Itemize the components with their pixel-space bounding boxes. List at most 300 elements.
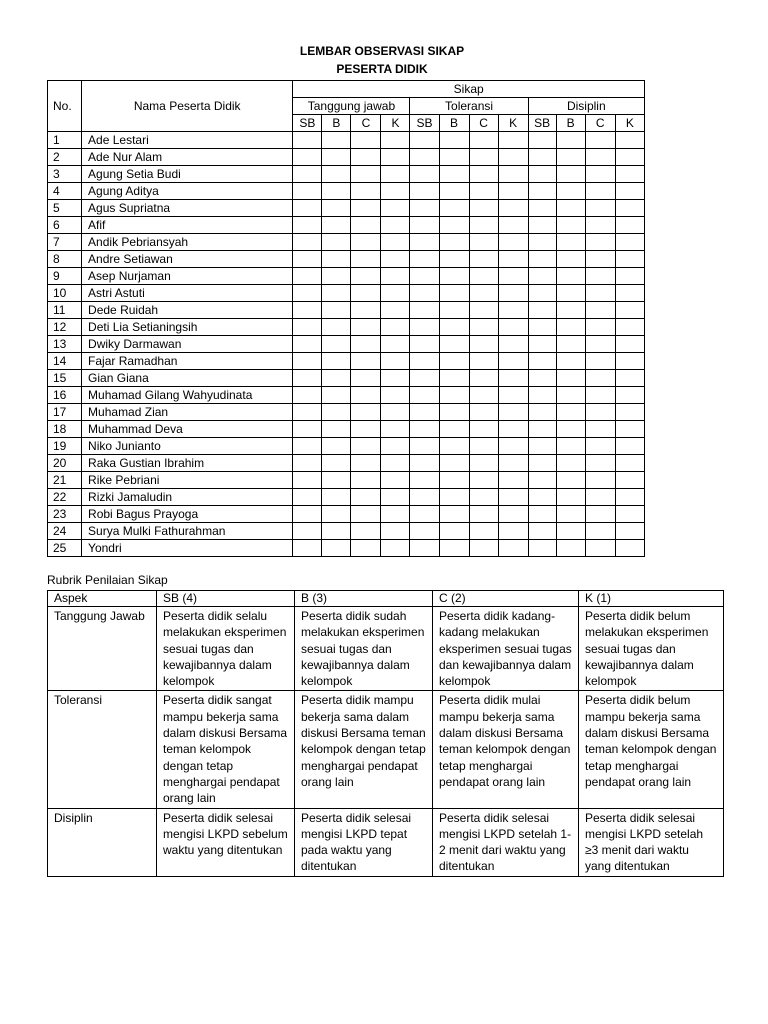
score-cell[interactable] bbox=[351, 183, 381, 200]
score-cell[interactable] bbox=[351, 319, 381, 336]
score-cell[interactable] bbox=[439, 472, 469, 489]
score-cell[interactable] bbox=[439, 387, 469, 404]
score-cell[interactable] bbox=[293, 489, 322, 506]
score-cell[interactable] bbox=[556, 268, 585, 285]
score-cell[interactable] bbox=[615, 455, 644, 472]
score-cell[interactable] bbox=[410, 421, 439, 438]
score-cell[interactable] bbox=[351, 166, 381, 183]
score-cell[interactable] bbox=[351, 506, 381, 523]
score-cell[interactable] bbox=[556, 506, 585, 523]
score-cell[interactable] bbox=[351, 540, 381, 557]
score-cell[interactable] bbox=[528, 234, 556, 251]
score-cell[interactable] bbox=[293, 438, 322, 455]
score-cell[interactable] bbox=[439, 251, 469, 268]
score-cell[interactable] bbox=[410, 251, 439, 268]
score-cell[interactable] bbox=[381, 285, 410, 302]
score-cell[interactable] bbox=[615, 251, 644, 268]
score-cell[interactable] bbox=[615, 217, 644, 234]
score-cell[interactable] bbox=[439, 302, 469, 319]
score-cell[interactable] bbox=[469, 472, 498, 489]
score-cell[interactable] bbox=[469, 234, 498, 251]
score-cell[interactable] bbox=[585, 353, 615, 370]
score-cell[interactable] bbox=[322, 540, 351, 557]
score-cell[interactable] bbox=[351, 336, 381, 353]
score-cell[interactable] bbox=[351, 489, 381, 506]
score-cell[interactable] bbox=[381, 421, 410, 438]
score-cell[interactable] bbox=[381, 540, 410, 557]
score-cell[interactable] bbox=[410, 234, 439, 251]
score-cell[interactable] bbox=[381, 489, 410, 506]
score-cell[interactable] bbox=[528, 421, 556, 438]
score-cell[interactable] bbox=[615, 132, 644, 149]
score-cell[interactable] bbox=[293, 200, 322, 217]
score-cell[interactable] bbox=[439, 268, 469, 285]
score-cell[interactable] bbox=[498, 472, 528, 489]
score-cell[interactable] bbox=[381, 319, 410, 336]
score-cell[interactable] bbox=[498, 132, 528, 149]
score-cell[interactable] bbox=[293, 404, 322, 421]
score-cell[interactable] bbox=[410, 438, 439, 455]
score-cell[interactable] bbox=[322, 234, 351, 251]
score-cell[interactable] bbox=[469, 421, 498, 438]
score-cell[interactable] bbox=[498, 353, 528, 370]
score-cell[interactable] bbox=[585, 183, 615, 200]
score-cell[interactable] bbox=[528, 506, 556, 523]
score-cell[interactable] bbox=[439, 421, 469, 438]
score-cell[interactable] bbox=[528, 455, 556, 472]
score-cell[interactable] bbox=[528, 370, 556, 387]
score-cell[interactable] bbox=[410, 268, 439, 285]
score-cell[interactable] bbox=[322, 421, 351, 438]
score-cell[interactable] bbox=[615, 268, 644, 285]
score-cell[interactable] bbox=[351, 268, 381, 285]
score-cell[interactable] bbox=[293, 302, 322, 319]
score-cell[interactable] bbox=[410, 523, 439, 540]
score-cell[interactable] bbox=[556, 438, 585, 455]
score-cell[interactable] bbox=[585, 217, 615, 234]
score-cell[interactable] bbox=[381, 387, 410, 404]
score-cell[interactable] bbox=[585, 370, 615, 387]
score-cell[interactable] bbox=[439, 183, 469, 200]
score-cell[interactable] bbox=[322, 523, 351, 540]
score-cell[interactable] bbox=[615, 353, 644, 370]
score-cell[interactable] bbox=[439, 506, 469, 523]
score-cell[interactable] bbox=[293, 234, 322, 251]
score-cell[interactable] bbox=[410, 489, 439, 506]
score-cell[interactable] bbox=[498, 234, 528, 251]
score-cell[interactable] bbox=[469, 353, 498, 370]
score-cell[interactable] bbox=[498, 217, 528, 234]
score-cell[interactable] bbox=[381, 183, 410, 200]
score-cell[interactable] bbox=[469, 506, 498, 523]
score-cell[interactable] bbox=[293, 506, 322, 523]
score-cell[interactable] bbox=[293, 183, 322, 200]
score-cell[interactable] bbox=[322, 285, 351, 302]
score-cell[interactable] bbox=[498, 183, 528, 200]
score-cell[interactable] bbox=[322, 251, 351, 268]
score-cell[interactable] bbox=[556, 132, 585, 149]
score-cell[interactable] bbox=[615, 200, 644, 217]
score-cell[interactable] bbox=[528, 489, 556, 506]
score-cell[interactable] bbox=[585, 166, 615, 183]
score-cell[interactable] bbox=[410, 353, 439, 370]
score-cell[interactable] bbox=[528, 302, 556, 319]
score-cell[interactable] bbox=[322, 200, 351, 217]
score-cell[interactable] bbox=[498, 370, 528, 387]
score-cell[interactable] bbox=[439, 370, 469, 387]
score-cell[interactable] bbox=[322, 132, 351, 149]
score-cell[interactable] bbox=[410, 319, 439, 336]
score-cell[interactable] bbox=[410, 336, 439, 353]
score-cell[interactable] bbox=[410, 387, 439, 404]
score-cell[interactable] bbox=[615, 506, 644, 523]
score-cell[interactable] bbox=[351, 302, 381, 319]
score-cell[interactable] bbox=[439, 540, 469, 557]
score-cell[interactable] bbox=[556, 302, 585, 319]
score-cell[interactable] bbox=[381, 251, 410, 268]
score-cell[interactable] bbox=[498, 251, 528, 268]
score-cell[interactable] bbox=[469, 319, 498, 336]
score-cell[interactable] bbox=[615, 302, 644, 319]
score-cell[interactable] bbox=[293, 149, 322, 166]
score-cell[interactable] bbox=[498, 438, 528, 455]
score-cell[interactable] bbox=[556, 523, 585, 540]
score-cell[interactable] bbox=[322, 336, 351, 353]
score-cell[interactable] bbox=[381, 455, 410, 472]
score-cell[interactable] bbox=[293, 540, 322, 557]
score-cell[interactable] bbox=[469, 149, 498, 166]
score-cell[interactable] bbox=[615, 149, 644, 166]
score-cell[interactable] bbox=[585, 489, 615, 506]
score-cell[interactable] bbox=[469, 438, 498, 455]
score-cell[interactable] bbox=[322, 268, 351, 285]
score-cell[interactable] bbox=[498, 421, 528, 438]
score-cell[interactable] bbox=[293, 370, 322, 387]
score-cell[interactable] bbox=[585, 336, 615, 353]
score-cell[interactable] bbox=[351, 217, 381, 234]
score-cell[interactable] bbox=[439, 353, 469, 370]
score-cell[interactable] bbox=[585, 472, 615, 489]
score-cell[interactable] bbox=[351, 132, 381, 149]
score-cell[interactable] bbox=[439, 489, 469, 506]
score-cell[interactable] bbox=[351, 523, 381, 540]
score-cell[interactable] bbox=[439, 149, 469, 166]
score-cell[interactable] bbox=[293, 472, 322, 489]
score-cell[interactable] bbox=[556, 353, 585, 370]
score-cell[interactable] bbox=[322, 183, 351, 200]
score-cell[interactable] bbox=[293, 217, 322, 234]
score-cell[interactable] bbox=[410, 472, 439, 489]
score-cell[interactable] bbox=[585, 234, 615, 251]
score-cell[interactable] bbox=[381, 302, 410, 319]
score-cell[interactable] bbox=[498, 268, 528, 285]
score-cell[interactable] bbox=[322, 319, 351, 336]
score-cell[interactable] bbox=[528, 251, 556, 268]
score-cell[interactable] bbox=[615, 540, 644, 557]
score-cell[interactable] bbox=[498, 319, 528, 336]
score-cell[interactable] bbox=[469, 268, 498, 285]
score-cell[interactable] bbox=[381, 166, 410, 183]
score-cell[interactable] bbox=[293, 268, 322, 285]
score-cell[interactable] bbox=[293, 319, 322, 336]
score-cell[interactable] bbox=[615, 234, 644, 251]
score-cell[interactable] bbox=[322, 370, 351, 387]
score-cell[interactable] bbox=[498, 149, 528, 166]
score-cell[interactable] bbox=[556, 472, 585, 489]
score-cell[interactable] bbox=[381, 149, 410, 166]
score-cell[interactable] bbox=[528, 353, 556, 370]
score-cell[interactable] bbox=[351, 370, 381, 387]
score-cell[interactable] bbox=[322, 217, 351, 234]
score-cell[interactable] bbox=[556, 540, 585, 557]
score-cell[interactable] bbox=[556, 404, 585, 421]
score-cell[interactable] bbox=[556, 285, 585, 302]
score-cell[interactable] bbox=[381, 200, 410, 217]
score-cell[interactable] bbox=[439, 319, 469, 336]
score-cell[interactable] bbox=[351, 285, 381, 302]
score-cell[interactable] bbox=[322, 166, 351, 183]
score-cell[interactable] bbox=[615, 489, 644, 506]
score-cell[interactable] bbox=[322, 149, 351, 166]
score-cell[interactable] bbox=[293, 421, 322, 438]
score-cell[interactable] bbox=[498, 336, 528, 353]
score-cell[interactable] bbox=[439, 438, 469, 455]
score-cell[interactable] bbox=[410, 132, 439, 149]
score-cell[interactable] bbox=[498, 387, 528, 404]
score-cell[interactable] bbox=[585, 523, 615, 540]
score-cell[interactable] bbox=[381, 234, 410, 251]
score-cell[interactable] bbox=[381, 353, 410, 370]
score-cell[interactable] bbox=[322, 472, 351, 489]
score-cell[interactable] bbox=[322, 387, 351, 404]
score-cell[interactable] bbox=[556, 370, 585, 387]
score-cell[interactable] bbox=[556, 217, 585, 234]
score-cell[interactable] bbox=[528, 523, 556, 540]
score-cell[interactable] bbox=[498, 285, 528, 302]
score-cell[interactable] bbox=[528, 472, 556, 489]
score-cell[interactable] bbox=[351, 455, 381, 472]
score-cell[interactable] bbox=[556, 387, 585, 404]
score-cell[interactable] bbox=[293, 455, 322, 472]
score-cell[interactable] bbox=[556, 319, 585, 336]
score-cell[interactable] bbox=[528, 285, 556, 302]
score-cell[interactable] bbox=[585, 200, 615, 217]
score-cell[interactable] bbox=[439, 455, 469, 472]
score-cell[interactable] bbox=[585, 421, 615, 438]
score-cell[interactable] bbox=[293, 523, 322, 540]
score-cell[interactable] bbox=[293, 353, 322, 370]
score-cell[interactable] bbox=[585, 506, 615, 523]
score-cell[interactable] bbox=[585, 132, 615, 149]
score-cell[interactable] bbox=[585, 268, 615, 285]
score-cell[interactable] bbox=[351, 421, 381, 438]
score-cell[interactable] bbox=[322, 438, 351, 455]
score-cell[interactable] bbox=[293, 336, 322, 353]
score-cell[interactable] bbox=[585, 285, 615, 302]
score-cell[interactable] bbox=[439, 200, 469, 217]
score-cell[interactable] bbox=[381, 404, 410, 421]
score-cell[interactable] bbox=[615, 370, 644, 387]
score-cell[interactable] bbox=[322, 489, 351, 506]
score-cell[interactable] bbox=[556, 421, 585, 438]
score-cell[interactable] bbox=[322, 404, 351, 421]
score-cell[interactable] bbox=[585, 455, 615, 472]
score-cell[interactable] bbox=[351, 404, 381, 421]
score-cell[interactable] bbox=[439, 217, 469, 234]
score-cell[interactable] bbox=[381, 217, 410, 234]
score-cell[interactable] bbox=[498, 455, 528, 472]
score-cell[interactable] bbox=[381, 472, 410, 489]
score-cell[interactable] bbox=[498, 302, 528, 319]
score-cell[interactable] bbox=[585, 404, 615, 421]
score-cell[interactable] bbox=[322, 353, 351, 370]
score-cell[interactable] bbox=[528, 132, 556, 149]
score-cell[interactable] bbox=[528, 200, 556, 217]
score-cell[interactable] bbox=[528, 217, 556, 234]
score-cell[interactable] bbox=[469, 132, 498, 149]
score-cell[interactable] bbox=[585, 387, 615, 404]
score-cell[interactable] bbox=[556, 234, 585, 251]
score-cell[interactable] bbox=[615, 319, 644, 336]
score-cell[interactable] bbox=[469, 336, 498, 353]
score-cell[interactable] bbox=[410, 166, 439, 183]
score-cell[interactable] bbox=[410, 217, 439, 234]
score-cell[interactable] bbox=[410, 370, 439, 387]
score-cell[interactable] bbox=[556, 183, 585, 200]
score-cell[interactable] bbox=[615, 421, 644, 438]
score-cell[interactable] bbox=[469, 251, 498, 268]
score-cell[interactable] bbox=[469, 217, 498, 234]
score-cell[interactable] bbox=[351, 472, 381, 489]
score-cell[interactable] bbox=[381, 523, 410, 540]
score-cell[interactable] bbox=[381, 370, 410, 387]
score-cell[interactable] bbox=[469, 166, 498, 183]
score-cell[interactable] bbox=[469, 200, 498, 217]
score-cell[interactable] bbox=[528, 149, 556, 166]
score-cell[interactable] bbox=[498, 489, 528, 506]
score-cell[interactable] bbox=[615, 166, 644, 183]
score-cell[interactable] bbox=[556, 149, 585, 166]
score-cell[interactable] bbox=[351, 200, 381, 217]
score-cell[interactable] bbox=[615, 336, 644, 353]
score-cell[interactable] bbox=[615, 472, 644, 489]
score-cell[interactable] bbox=[556, 166, 585, 183]
score-cell[interactable] bbox=[615, 438, 644, 455]
score-cell[interactable] bbox=[351, 353, 381, 370]
score-cell[interactable] bbox=[381, 132, 410, 149]
score-cell[interactable] bbox=[585, 540, 615, 557]
score-cell[interactable] bbox=[322, 455, 351, 472]
score-cell[interactable] bbox=[381, 438, 410, 455]
score-cell[interactable] bbox=[381, 268, 410, 285]
score-cell[interactable] bbox=[381, 506, 410, 523]
score-cell[interactable] bbox=[615, 387, 644, 404]
score-cell[interactable] bbox=[556, 336, 585, 353]
score-cell[interactable] bbox=[615, 523, 644, 540]
score-cell[interactable] bbox=[439, 404, 469, 421]
score-cell[interactable] bbox=[469, 540, 498, 557]
score-cell[interactable] bbox=[469, 455, 498, 472]
score-cell[interactable] bbox=[322, 506, 351, 523]
score-cell[interactable] bbox=[410, 149, 439, 166]
score-cell[interactable] bbox=[498, 404, 528, 421]
score-cell[interactable] bbox=[498, 506, 528, 523]
score-cell[interactable] bbox=[351, 387, 381, 404]
score-cell[interactable] bbox=[351, 149, 381, 166]
score-cell[interactable] bbox=[498, 523, 528, 540]
score-cell[interactable] bbox=[498, 540, 528, 557]
score-cell[interactable] bbox=[498, 166, 528, 183]
score-cell[interactable] bbox=[469, 489, 498, 506]
score-cell[interactable] bbox=[585, 251, 615, 268]
score-cell[interactable] bbox=[410, 540, 439, 557]
score-cell[interactable] bbox=[293, 285, 322, 302]
score-cell[interactable] bbox=[615, 183, 644, 200]
score-cell[interactable] bbox=[439, 132, 469, 149]
score-cell[interactable] bbox=[469, 370, 498, 387]
score-cell[interactable] bbox=[381, 336, 410, 353]
score-cell[interactable] bbox=[439, 166, 469, 183]
score-cell[interactable] bbox=[615, 404, 644, 421]
score-cell[interactable] bbox=[439, 336, 469, 353]
score-cell[interactable] bbox=[498, 200, 528, 217]
score-cell[interactable] bbox=[410, 455, 439, 472]
score-cell[interactable] bbox=[439, 234, 469, 251]
score-cell[interactable] bbox=[293, 251, 322, 268]
score-cell[interactable] bbox=[528, 166, 556, 183]
score-cell[interactable] bbox=[556, 489, 585, 506]
score-cell[interactable] bbox=[585, 319, 615, 336]
score-cell[interactable] bbox=[410, 285, 439, 302]
score-cell[interactable] bbox=[556, 200, 585, 217]
score-cell[interactable] bbox=[410, 404, 439, 421]
score-cell[interactable] bbox=[439, 523, 469, 540]
score-cell[interactable] bbox=[469, 404, 498, 421]
score-cell[interactable] bbox=[528, 404, 556, 421]
score-cell[interactable] bbox=[585, 302, 615, 319]
score-cell[interactable] bbox=[585, 438, 615, 455]
score-cell[interactable] bbox=[410, 302, 439, 319]
score-cell[interactable] bbox=[528, 540, 556, 557]
score-cell[interactable] bbox=[469, 523, 498, 540]
score-cell[interactable] bbox=[528, 336, 556, 353]
score-cell[interactable] bbox=[585, 149, 615, 166]
score-cell[interactable] bbox=[528, 183, 556, 200]
score-cell[interactable] bbox=[293, 166, 322, 183]
score-cell[interactable] bbox=[528, 387, 556, 404]
score-cell[interactable] bbox=[351, 234, 381, 251]
score-cell[interactable] bbox=[556, 455, 585, 472]
score-cell[interactable] bbox=[351, 438, 381, 455]
score-cell[interactable] bbox=[469, 285, 498, 302]
score-cell[interactable] bbox=[439, 285, 469, 302]
score-cell[interactable] bbox=[293, 132, 322, 149]
score-cell[interactable] bbox=[469, 183, 498, 200]
score-cell[interactable] bbox=[293, 387, 322, 404]
score-cell[interactable] bbox=[322, 302, 351, 319]
score-cell[interactable] bbox=[351, 251, 381, 268]
score-cell[interactable] bbox=[528, 268, 556, 285]
score-cell[interactable] bbox=[615, 285, 644, 302]
score-cell[interactable] bbox=[556, 251, 585, 268]
score-cell[interactable] bbox=[410, 506, 439, 523]
score-cell[interactable] bbox=[410, 183, 439, 200]
score-cell[interactable] bbox=[410, 200, 439, 217]
score-cell[interactable] bbox=[528, 438, 556, 455]
score-cell[interactable] bbox=[528, 319, 556, 336]
score-cell[interactable] bbox=[469, 387, 498, 404]
score-cell[interactable] bbox=[469, 302, 498, 319]
